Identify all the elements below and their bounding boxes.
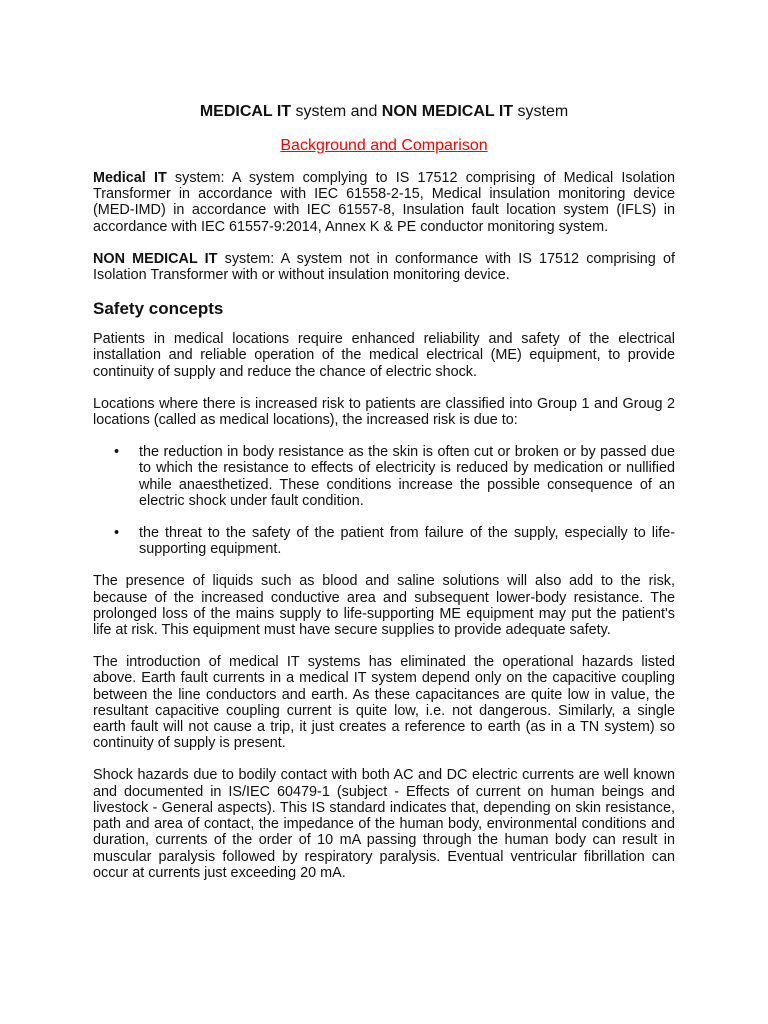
medical-it-definition bbox=[93, 170, 675, 235]
title-medical-it: MEDICAL IT bbox=[199, 103, 292, 120]
safety-concepts-heading: Safety concepts bbox=[93, 299, 224, 319]
bullet-icon: • bbox=[114, 525, 120, 542]
title-suffix: system bbox=[513, 103, 569, 120]
document-title bbox=[0, 102, 768, 122]
paragraph-liquids: The presence of liquids such as blood and saline solutions will also add to the risk, because of the increased conductive area and subsequent lower-body resistance. The prolonged loss of the mains supply to life-supporting ME equipment may put the patient's life at risk. This equipment must have secure supplies to provide adequate safety. bbox=[93, 573, 675, 639]
paragraph-introduction: The introduction of medical IT systems has eliminated the operational hazards listed above. Earth fault currents in a medical IT system depend only on the capacitive coupling between the line conductors and earth. As these capacitances are quite low in value, the resultant capacitive coupling current is quite low, i.e. not dangerous. Similarly, a single earth fault will not cause a trip, it just creates a reference to earth (as in a TN system) so continuity of supply is present. bbox=[93, 654, 675, 752]
bullet-icon: • bbox=[114, 444, 120, 461]
paragraph-shock-hazards: Shock hazards due to bodily contact with both AC and DC electric currents are well known and documented in IS/IEC 60479-1 (subject - Effects of current on human beings and livestock - General aspects). This IS standard indicates that, depending on skin resistance, path and area of contact, the impedance of the human body, environmental conditions and duration, currents of the order of 10 mA passing through the human body can result in muscular paralysis followed by respiratory paralysis. Eventual ventricular fibrillation can occur at currents just exceeding 20 mA. bbox=[93, 767, 675, 881]
paragraph-patients: Patients in medical locations require enhanced reliability and safety of the electrical installation and reliable operation of the medical electrical (ME) equipment, to provide continuity of supply and reduce the chance of electric shock. bbox=[93, 331, 675, 380]
list-item-text: the reduction in body resistance as the skin is often cut or broken or by passed due to which the resistance to effects of electricity is reduced by medication or nullified while anaesthetized. These conditions increase the possible consequence of an electric shock under fault condition. bbox=[139, 444, 675, 509]
title-non-medical-it: NON MEDICAL IT bbox=[381, 103, 514, 120]
non-medical-it-term: NON MEDICAL IT bbox=[93, 250, 218, 267]
document-body bbox=[93, 170, 675, 897]
list-item bbox=[93, 525, 675, 557]
paragraph-locations: Locations where there is increased risk to patients are classified into Group 1 and Groug 2 locations (called as medical locations), the increased risk is due to: bbox=[93, 395, 675, 429]
medical-it-term: Medical IT bbox=[93, 170, 167, 186]
list-item-text: the threat to the safety of the patient from failure of the supply, especially to life-supporting equipment. bbox=[139, 525, 675, 558]
document-subtitle: Background and Comparison bbox=[280, 137, 488, 154]
risk-list bbox=[93, 444, 675, 557]
medical-it-text: system: A system complying to IS 17512 comprising of Medical Isolation Transformer in accordance with IEC 61558-2-15, Medical insulation monitoring device (MED-IMD) in accordance with IEC 61557-8, Insulation fault location system (IFLS) in accordance with IEC 61557-9:2014, Annex K & PE conductor monitoring system. bbox=[93, 170, 675, 235]
list-item bbox=[93, 444, 675, 509]
title-connector: system and bbox=[291, 103, 382, 120]
non-medical-it-definition bbox=[93, 251, 675, 283]
non-medical-it-text: system: A system not in conformance with IS 17512 comprising of Isolation Transformer with or without insulation monitoring device. bbox=[93, 250, 675, 284]
